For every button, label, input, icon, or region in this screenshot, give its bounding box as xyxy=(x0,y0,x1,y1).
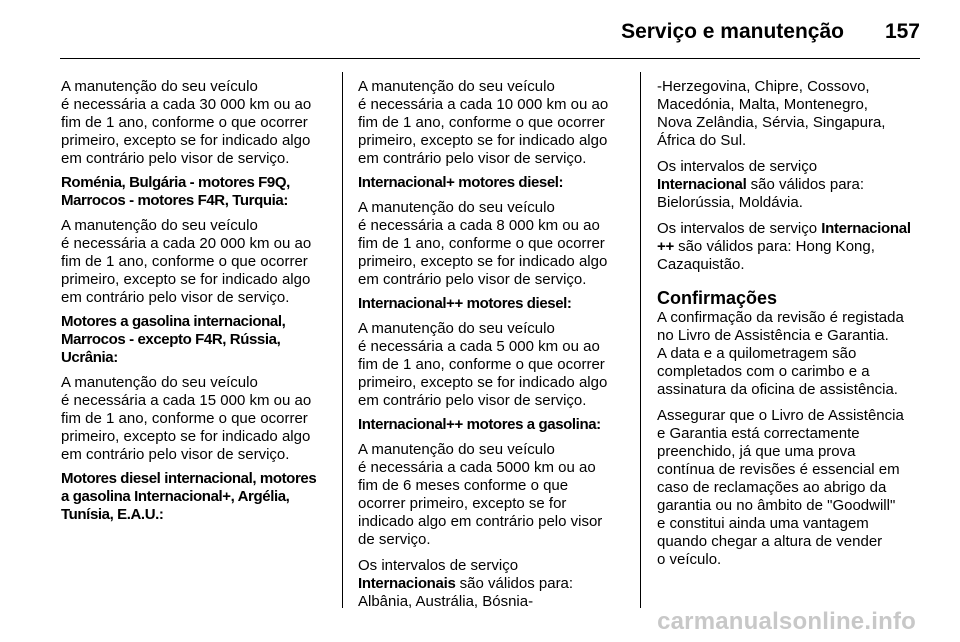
text-line: de serviço. xyxy=(358,531,431,548)
text-line: em contrário pelo visor de serviço. xyxy=(61,446,290,463)
text-line: primeiro, excepto se for indicado algo xyxy=(358,132,608,149)
paragraph xyxy=(358,320,626,410)
text-line xyxy=(657,238,925,256)
column-divider-1 xyxy=(342,72,343,608)
text-line: primeiro, excepto se for indicado algo xyxy=(358,253,608,270)
text-line: em contrário pelo visor de serviço. xyxy=(61,150,290,167)
text-line: primeiro, excepto se for indicado algo xyxy=(61,271,311,288)
text-line: é necessária a cada 5000 km ou ao xyxy=(358,459,596,476)
text-line: A manutenção do seu veículo xyxy=(358,78,555,95)
text-line: garantia ou no âmbito de "Goodwill" xyxy=(657,497,896,514)
text-line: Macedónia, Malta, Montenegro, xyxy=(657,96,868,113)
text-line: em contrário pelo visor de serviço. xyxy=(358,271,587,288)
paragraph xyxy=(657,78,925,150)
text-line: em contrário pelo visor de serviço. xyxy=(61,289,290,306)
text-line: é necessária a cada 15 000 km ou ao xyxy=(61,392,312,409)
text-line: fim de 1 ano, conforme o que ocorrer xyxy=(61,410,308,427)
paragraph xyxy=(657,407,925,569)
text-line: Nova Zelândia, Sérvia, Singapura, xyxy=(657,114,886,131)
text-line: indicado algo em contrário pelo visor xyxy=(358,513,603,530)
text-line: assinatura da oficina de assistência. xyxy=(657,381,898,398)
text-line: -Herzegovina, Chipre, Cossovo, xyxy=(657,78,870,95)
text-line xyxy=(358,575,626,593)
text-line: fim de 1 ano, conforme o que ocorrer xyxy=(358,356,605,373)
text-line: Os intervalos de serviço xyxy=(657,158,818,175)
heading-line: Internacional++ motores a gasolina: xyxy=(358,416,601,433)
subheading xyxy=(61,470,329,524)
heading-line: a gasolina Internacional+, Argélia, xyxy=(61,488,290,505)
text-line: é necessária a cada 5 000 km ou ao xyxy=(358,338,600,355)
paragraph xyxy=(61,217,329,307)
text-line: A manutenção do seu veículo xyxy=(61,78,258,95)
text-line: A manutenção do seu veículo xyxy=(358,320,555,337)
column-divider-2 xyxy=(640,72,641,608)
paragraph xyxy=(358,441,626,549)
paragraph xyxy=(657,158,925,212)
text-line: contínua de revisões é essencial em xyxy=(657,461,900,478)
text-line: A data e a quilometragem são xyxy=(657,345,857,362)
text-line: é necessária a cada 10 000 km ou ao xyxy=(358,96,609,113)
paragraph xyxy=(61,374,329,464)
text-line: é necessária a cada 8 000 km ou ao xyxy=(358,217,600,234)
site-watermark: carmanualsonline.info xyxy=(657,608,916,635)
text-line: Assegurar que o Livro de Assistência xyxy=(657,407,904,424)
paragraph xyxy=(61,78,329,168)
header-rule xyxy=(60,58,920,59)
text-fragment: são válidos para: xyxy=(455,575,574,592)
paragraph xyxy=(358,78,626,168)
paragraph xyxy=(358,199,626,289)
heading-line: Marrocos - excepto F4R, Rússia, xyxy=(61,331,281,348)
subheading xyxy=(61,174,329,210)
text-fragment: Os intervalos de serviço xyxy=(657,220,822,237)
paragraph xyxy=(657,220,925,274)
subheading xyxy=(358,174,626,192)
text-column-3 xyxy=(657,78,925,577)
text-line: caso de reclamações ao abrigo da xyxy=(657,479,887,496)
text-line: é necessária a cada 20 000 km ou ao xyxy=(61,235,312,252)
bold-term: Internacional xyxy=(821,220,911,237)
text-line: A manutenção do seu veículo xyxy=(61,374,258,391)
text-line: fim de 6 meses conforme o que xyxy=(358,477,569,494)
text-fragment: são válidos para: xyxy=(746,176,865,193)
heading-line: Roménia, Bulgária - motores F9Q, xyxy=(61,174,290,191)
text-line: primeiro, excepto se for indicado algo xyxy=(358,374,608,391)
subheading xyxy=(358,416,626,434)
text-line: A manutenção do seu veículo xyxy=(358,199,555,216)
text-line: no Livro de Assistência e Garantia. xyxy=(657,327,889,344)
page-number: 157 xyxy=(884,20,920,43)
text-line: fim de 1 ano, conforme o que ocorrer xyxy=(61,253,308,270)
text-line: quando chegar a altura de vender xyxy=(657,533,883,550)
text-line: e constitui ainda uma vantagem xyxy=(657,515,869,532)
text-line: completados com o carimbo e a xyxy=(657,363,870,380)
text-line: preenchido, já que uma prova xyxy=(657,443,856,460)
text-line xyxy=(657,220,925,238)
heading-line: Ucrânia: xyxy=(61,349,118,366)
heading-line: Internacional+ motores diesel: xyxy=(358,174,564,191)
paragraph xyxy=(358,557,626,611)
subheading xyxy=(358,295,626,313)
text-line: A confirmação da revisão é registada xyxy=(657,309,904,326)
text-line: e Garantia está correctamente xyxy=(657,425,860,442)
text-line: ocorrer primeiro, excepto se for xyxy=(358,495,567,512)
text-line: em contrário pelo visor de serviço. xyxy=(358,392,587,409)
page-title: Serviço e manutenção xyxy=(621,20,844,43)
text-line: fim de 1 ano, conforme o que ocorrer xyxy=(358,114,605,131)
page-header xyxy=(60,0,920,62)
text-line: Os intervalos de serviço xyxy=(358,557,519,574)
bold-term: Internacional xyxy=(657,176,747,193)
text-line: fim de 1 ano, conforme o que ocorrer xyxy=(358,235,605,252)
text-line: em contrário pelo visor de serviço. xyxy=(358,150,587,167)
section-title: Confirmações xyxy=(657,288,778,308)
heading-line: Internacional++ motores diesel: xyxy=(358,295,572,312)
text-line: Albânia, Austrália, Bósnia- xyxy=(358,593,534,610)
text-line: fim de 1 ano, conforme o que ocorrer xyxy=(61,114,308,131)
text-line: Bielorússia, Moldávia. xyxy=(657,194,803,211)
text-line: o veículo. xyxy=(657,551,722,568)
text-line: A manutenção do seu veículo xyxy=(61,217,258,234)
text-line: África do Sul. xyxy=(657,132,747,149)
text-line: Cazaquistão. xyxy=(657,256,745,273)
text-column-1 xyxy=(61,78,329,531)
text-line: primeiro, excepto se for indicado algo xyxy=(61,428,311,445)
bold-term: Internacionais xyxy=(358,575,456,592)
heading-line: Marrocos - motores F4R, Turquia: xyxy=(61,192,288,209)
paragraph xyxy=(657,309,925,399)
text-line xyxy=(657,176,925,194)
heading-line: Tunísia, E.A.U.: xyxy=(61,506,164,523)
heading-line: Motores diesel internacional, motores xyxy=(61,470,317,487)
text-line: é necessária a cada 30 000 km ou ao xyxy=(61,96,312,113)
text-line: primeiro, excepto se for indicado algo xyxy=(61,132,311,149)
heading-line: Motores a gasolina internacional, xyxy=(61,313,286,330)
subheading xyxy=(61,313,329,367)
text-fragment: são válidos para: Hong Kong, xyxy=(673,238,875,255)
text-column-2 xyxy=(358,78,626,619)
bold-term: ++ xyxy=(657,238,674,255)
text-line: A manutenção do seu veículo xyxy=(358,441,555,458)
